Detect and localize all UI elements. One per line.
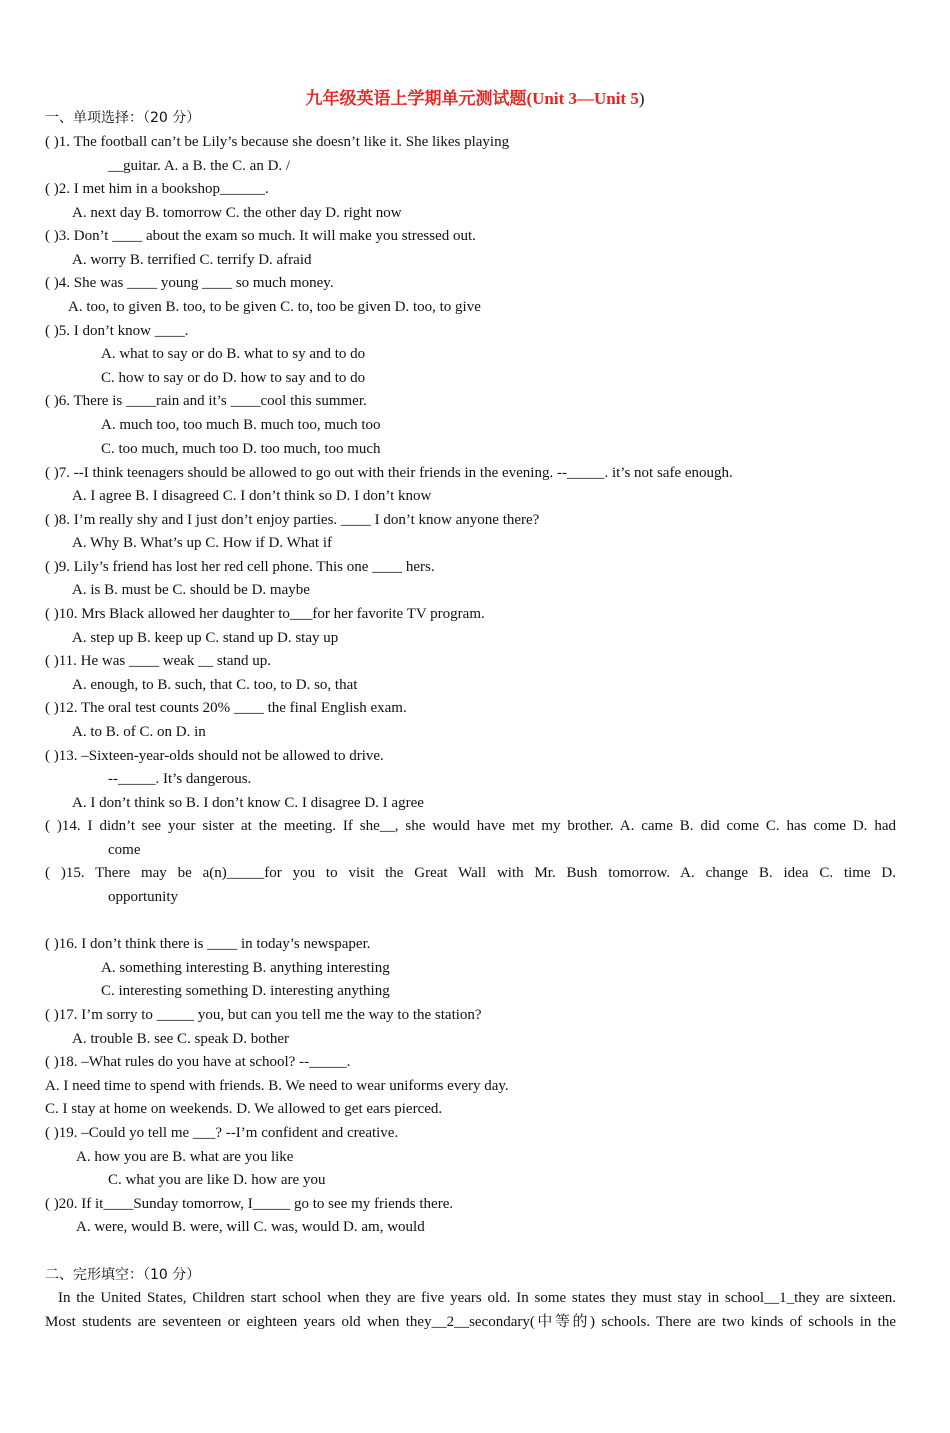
question-line: ( )12. The oral test counts 20% ____ the final English exam. [45,700,407,716]
option-line: A. much too, too much B. much too, much too [101,417,381,433]
option-line: A. I need time to spend with friends. B. We need to wear uniforms every day. [45,1078,509,1094]
option-line: A. to B. of C. on D. in [72,724,206,740]
option-line: __guitar. A. a B. the C. an D. / [108,158,291,174]
option-line-continued: come [108,842,141,858]
option-line: C. too much, much too D. too much, too much [101,441,381,457]
exam-title [0,84,950,109]
question-line: ( )11. He was ____ weak __ stand up. [45,653,272,669]
option-line: A. Why B. What’s up C. How if D. What if [72,535,332,551]
question-line: ( )2. I met him in a bookshop______. [45,181,269,197]
question-line: ( )19. –Could yo tell me ___? --I’m confident and creative. [45,1125,399,1141]
option-line: A. worry B. terrified C. terrify D. afraid [72,252,312,268]
question-line: ( )17. I’m sorry to _____ you, but can you tell me the way to the station? [45,1007,482,1023]
option-line: A. something interesting B. anything interesting [101,960,390,976]
option-line: C. I stay at home on weekends. D. We allowed to get ears pierced. [45,1101,443,1117]
option-line: A. trouble B. see C. speak D. bother [72,1031,290,1047]
option-line: A. were, would B. were, will C. was, would D. am, would [76,1219,425,1235]
question-line: ( )15. There may be a(n)_____for you to visit the Great Wall with Mr. Bush tomorrow. A. change B. idea C. time D. [45,865,896,881]
exam-title-text: 九年级英语上学期单元测试题(Unit 3—Unit 5 [305,89,639,108]
question-line: ( )1. The football can’t be Lily’s because she doesn’t like it. She likes playing [45,134,510,150]
option-line: C. interesting something D. interesting anything [101,983,390,999]
option-line: A. is B. must be C. should be D. maybe [72,582,310,598]
answer-line: --_____. It’s dangerous. [108,771,252,787]
question-line: ( )16. I don’t think there is ____ in today’s newspaper. [45,936,371,952]
question-line: ( )5. I don’t know ____. [45,323,189,339]
option-line: A. what to say or do B. what to sy and to do [101,346,366,362]
option-line: A. step up B. keep up C. stand up D. stay up [72,630,339,646]
option-line: A. enough, to B. such, that C. too, to D. so, that [72,677,358,693]
option-line: C. what you are like D. how are you [108,1172,326,1188]
passage-line: Most students are seventeen or eighteen years old when they__2__secondary(中等的) schools. There are two kinds of schools in the [45,1314,896,1330]
question-line: ( )3. Don’t ____ about the exam so much. It will make you stressed out. [45,228,476,244]
option-line: C. how to say or do D. how to say and to do [101,370,366,386]
question-line: ( )10. Mrs Black allowed her daughter to___for her favorite TV program. [45,606,485,622]
question-line: ( )7. --I think teenagers should be allowed to go out with their friends in the evening. --_____. it’s not safe enough. [45,465,733,481]
question-line: ( )14. I didn’t see your sister at the meeting. If she__, she would have met my brother. A. came B. did come C. has come D. had [45,818,896,834]
question-line: ( )13. –Sixteen-year-olds should not be allowed to drive. [45,748,384,764]
section-heading-cloze: 二、完形填空：（10 分） [45,1267,201,1283]
option-line: A. next day B. tomorrow C. the other day D. right now [72,205,402,221]
option-line-continued: opportunity [108,889,178,905]
question-line: ( )4. She was ____ young ____ so much money. [45,275,334,291]
option-line: A. I don’t think so B. I don’t know C. I disagree D. I agree [72,795,424,811]
question-line: ( )8. I’m really shy and I just don’t enjoy parties. ____ I don’t know anyone there? [45,512,540,528]
passage-line: In the United States, Children start school when they are five years old. In some states they must stay in school__1_they are sixteen. [58,1290,896,1306]
option-line: A. I agree B. I disagreed C. I don’t think so D. I don’t know [72,488,432,504]
exam-title-paren: ) [638,89,645,108]
option-line: A. too, to given B. too, to be given C. to, too be given D. too, to give [68,299,481,315]
question-line: ( )9. Lily’s friend has lost her red cell phone. This one ____ hers. [45,559,435,575]
question-line: ( )18. –What rules do you have at school? --_____. [45,1054,351,1070]
section-heading-multiple-choice: 一、单项选择：（20 分） [45,110,201,126]
question-line: ( )20. If it____Sunday tomorrow, I_____ go to see my friends there. [45,1196,454,1212]
question-line: ( )6. There is ____rain and it’s ____cool this summer. [45,393,367,409]
option-line: A. how you are B. what are you like [76,1149,294,1165]
